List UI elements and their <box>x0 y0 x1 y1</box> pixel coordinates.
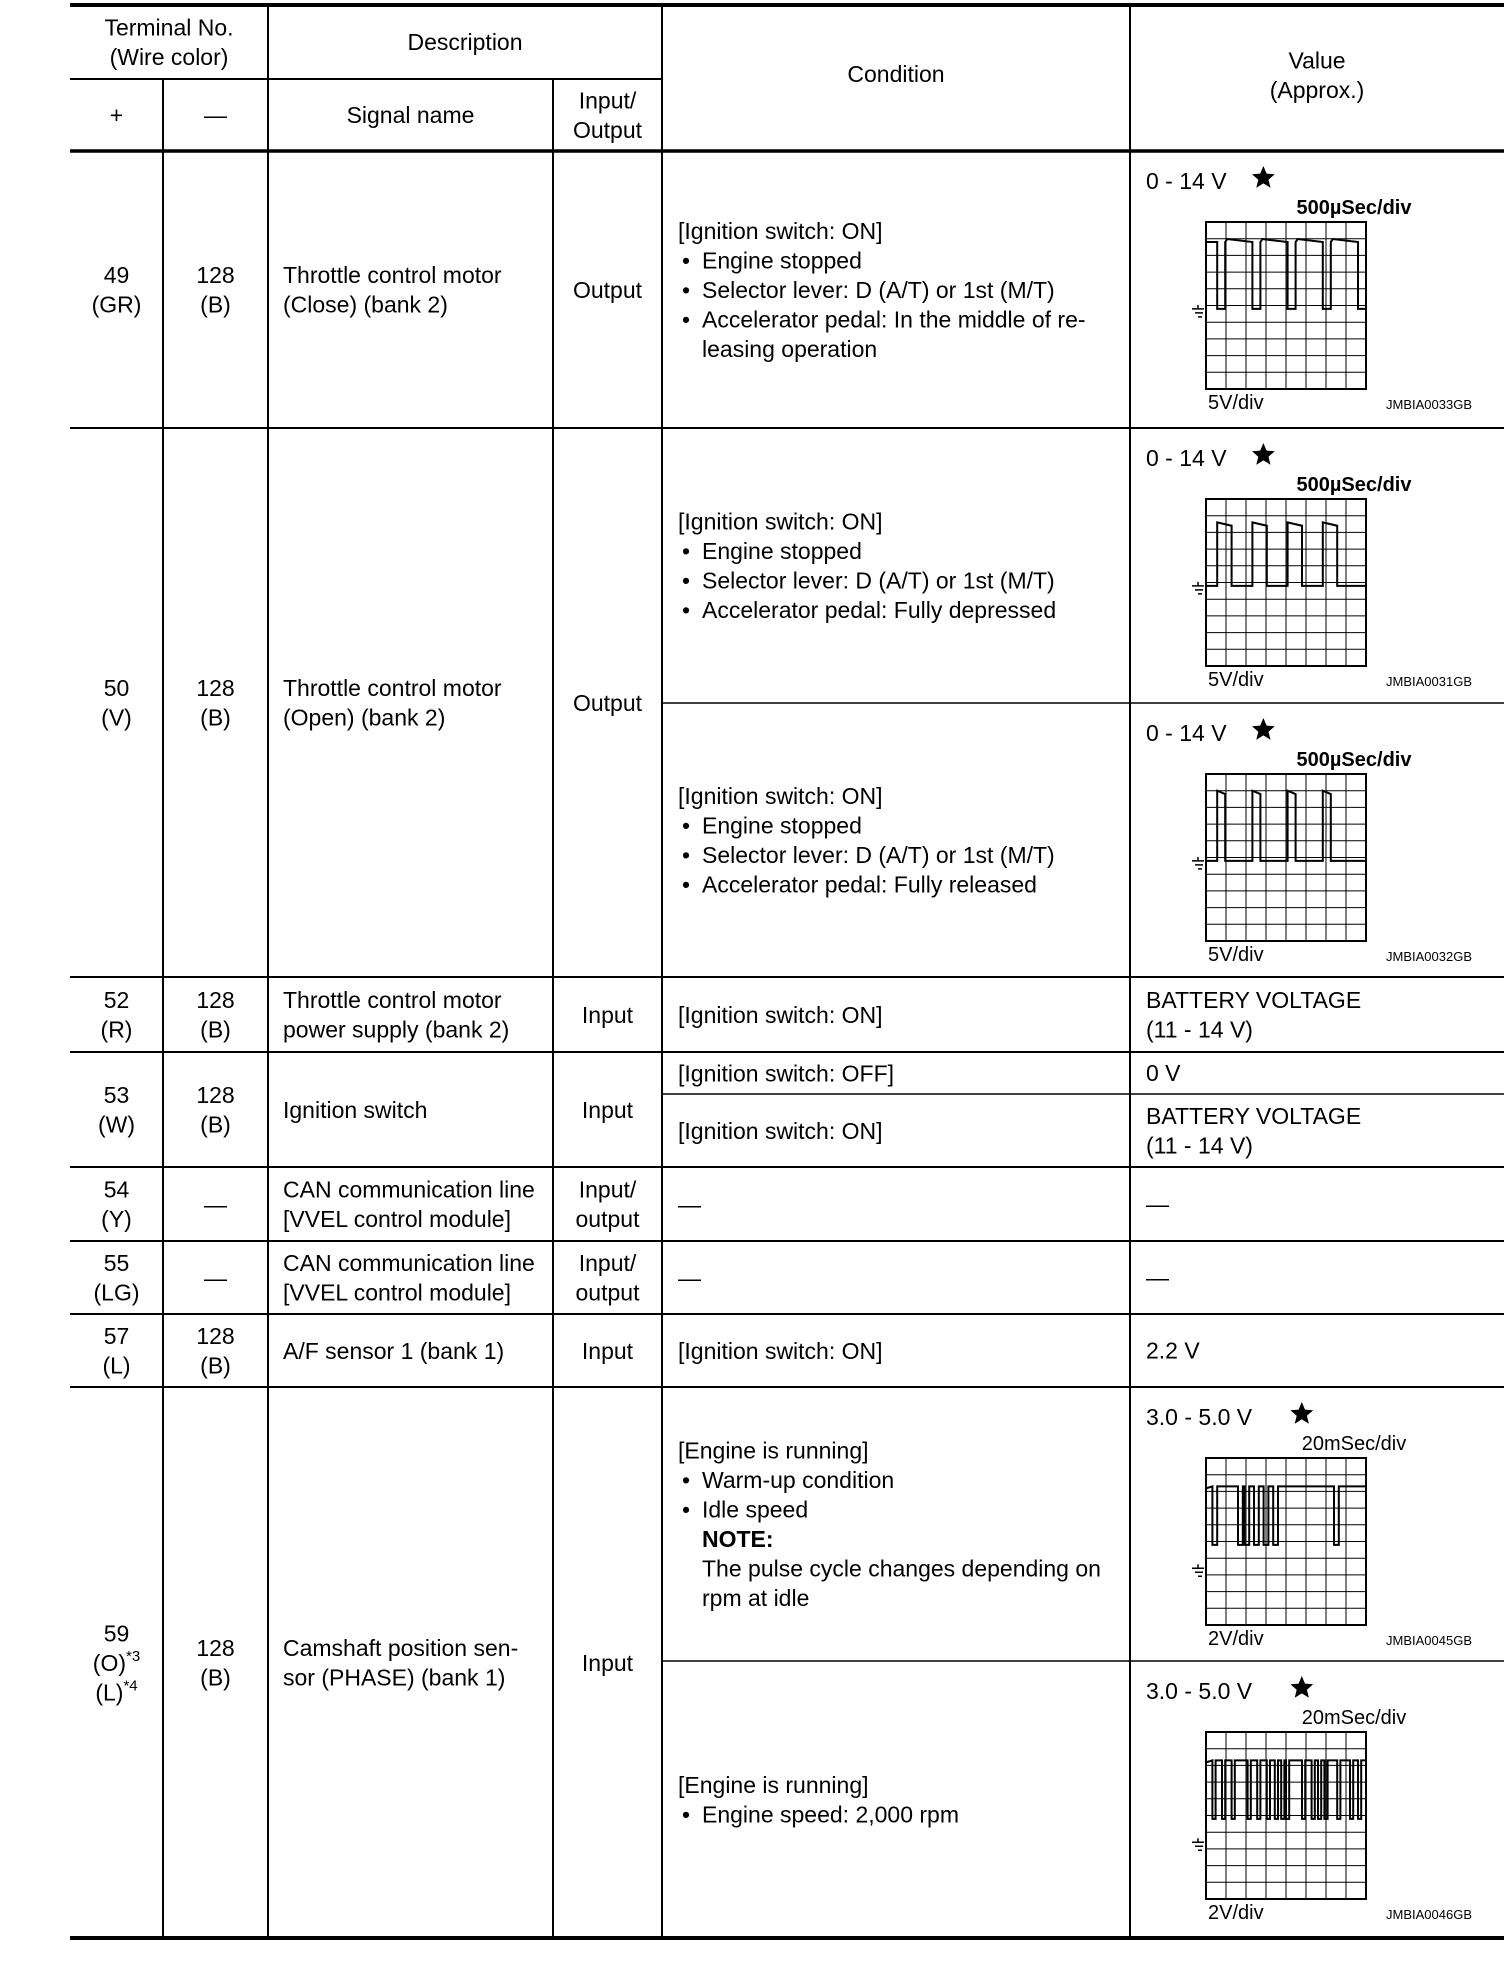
ground-icon <box>1192 1838 1204 1850</box>
condition-text: Accelerator pedal: Fully released <box>702 871 1037 898</box>
figure-code: JMBIA0033GB <box>1386 397 1472 412</box>
description-header: Description <box>407 29 523 55</box>
terminal-minus: 128 <box>196 1635 235 1662</box>
bullet-icon: • <box>682 538 691 565</box>
bullet-icon: • <box>682 842 691 869</box>
condition-text: [Ignition switch: ON] <box>678 217 883 244</box>
terminal-plus: $(O)^{*3}$ <box>92 1647 141 1676</box>
signal-name-header: Signal name <box>346 102 475 128</box>
terminal-header: Terminal No. <box>104 14 234 41</box>
condition-text: Idle speed <box>702 1496 809 1523</box>
terminal-plus: 52 <box>103 987 130 1014</box>
bullet-icon: • <box>682 597 691 624</box>
terminal-minus: — <box>204 1191 227 1218</box>
terminal-plus: (W) <box>97 1111 136 1138</box>
condition-text: Accelerator pedal: Fully depressed <box>702 597 1057 624</box>
terminal-plus: (L) <box>102 1352 131 1379</box>
terminal-minus: (B) <box>200 704 231 731</box>
terminal-minus: 128 <box>196 675 235 702</box>
figure-code: JMBIA0046GB <box>1386 1907 1472 1922</box>
ground-icon <box>1192 305 1204 317</box>
terminal-minus: 128 <box>196 262 235 289</box>
signal-name: (Open) (bank 2) <box>283 704 446 731</box>
signal-name: CAN communication line <box>283 1250 535 1277</box>
condition-text: [Ignition switch: ON] <box>678 1117 883 1144</box>
star-icon <box>1290 1676 1313 1698</box>
terminal-minus: (B) <box>200 1352 231 1379</box>
scope-volt-div: 2V/div <box>1208 1902 1264 1924</box>
bullet-icon: • <box>682 247 691 274</box>
terminal-header: (Wire color) <box>109 44 229 71</box>
terminal-plus: 57 <box>103 1323 130 1350</box>
io-type: Input <box>581 1096 634 1123</box>
condition-text: [Ignition switch: OFF] <box>678 1060 895 1087</box>
terminal-plus: (V) <box>101 704 132 731</box>
terminal-plus: (R) <box>100 1016 133 1043</box>
bullet-icon: • <box>682 812 691 839</box>
scope-value: 0 - 14 V <box>1146 720 1227 746</box>
signal-name: [VVEL control module] <box>283 1206 511 1233</box>
ground-icon <box>1192 857 1204 869</box>
signal-name: Throttle control motor <box>283 675 502 702</box>
condition-text: Engine stopped <box>702 812 862 839</box>
scope-value: 3.0 - 5.0 V <box>1146 1404 1253 1430</box>
bullet-icon: • <box>682 871 691 898</box>
star-icon <box>1290 1402 1313 1424</box>
io-type: output <box>575 1206 640 1233</box>
terminal-minus: 128 <box>196 987 235 1014</box>
value-text: (11 - 14 V) <box>1146 1132 1253 1159</box>
star-icon <box>1252 443 1275 465</box>
signal-name: Ignition switch <box>283 1096 428 1123</box>
scope-volt-div: 2V/div <box>1208 1628 1264 1650</box>
scope-volt-div: 5V/div <box>1208 944 1264 966</box>
value-text: 0 V <box>1146 1060 1181 1086</box>
scope-value: 3.0 - 5.0 V <box>1146 1678 1253 1704</box>
terminal-minus: (B) <box>200 1111 231 1138</box>
terminal-minus: — <box>204 1264 227 1291</box>
condition-text: [Engine is running] <box>678 1437 869 1464</box>
io-type: Input <box>581 1001 634 1028</box>
scope-time-div: 20mSec/div <box>1301 1707 1407 1729</box>
figure-code: JMBIA0045GB <box>1386 1633 1472 1648</box>
scope-time-div: 500µSec/div <box>1296 749 1412 771</box>
signal-name: (Close) (bank 2) <box>283 291 448 318</box>
io-type: output <box>575 1279 640 1306</box>
value-header: (Approx.) <box>1269 77 1365 104</box>
star-icon <box>1252 718 1275 740</box>
signal-name: power supply (bank 2) <box>283 1016 510 1043</box>
bullet-icon: • <box>682 1801 691 1828</box>
condition-text: Engine speed: 2,000 rpm <box>702 1801 960 1828</box>
io-type: Input <box>581 1649 634 1676</box>
condition-text: Engine stopped <box>702 538 862 565</box>
condition-text: — <box>678 1191 701 1218</box>
value-text: BATTERY VOLTAGE <box>1146 987 1362 1014</box>
value-text: 2.2 V <box>1146 1337 1200 1364</box>
scope-value: 0 - 14 V <box>1146 445 1227 471</box>
condition-text: [Ignition switch: ON] <box>678 1001 883 1028</box>
star-icon <box>1252 166 1275 188</box>
scope-time-div: 500µSec/div <box>1296 197 1412 219</box>
io-header: Input/ <box>578 87 637 114</box>
terminal-minus: (B) <box>200 1016 231 1043</box>
terminal-plus: 49 <box>103 262 130 289</box>
condition-text: leasing operation <box>702 335 878 362</box>
signal-name: Camshaft position sen- <box>283 1635 519 1662</box>
bullet-icon: • <box>682 306 691 333</box>
bullet-icon: • <box>682 1467 691 1494</box>
terminal-minus: 128 <box>196 1323 235 1350</box>
scope-waveform <box>1206 1760 1366 1818</box>
scope-time-div: 500µSec/div <box>1296 474 1412 496</box>
ground-icon <box>1192 582 1204 594</box>
io-type: Output <box>572 276 643 303</box>
value-text: — <box>1146 1264 1169 1291</box>
condition-text: rpm at idle <box>702 1585 810 1612</box>
condition-text: [Ignition switch: ON] <box>678 1337 883 1364</box>
terminal-plus: 59 <box>103 1620 130 1647</box>
terminal-plus: (Y) <box>101 1206 132 1233</box>
condition-text: Selector lever: D (A/T) or 1st (M/T) <box>702 567 1055 594</box>
terminal-plus: 53 <box>103 1082 130 1109</box>
figure-code: JMBIA0031GB <box>1386 674 1472 689</box>
condition-text: — <box>678 1264 701 1291</box>
terminal-plus: 54 <box>103 1176 130 1203</box>
condition-text: [Ignition switch: ON] <box>678 783 883 810</box>
io-type: Output <box>572 689 643 716</box>
minus-header: — <box>204 102 227 128</box>
scope-volt-div: 5V/div <box>1208 392 1264 414</box>
io-header: Output <box>572 117 643 144</box>
condition-text: [Ignition switch: ON] <box>678 508 883 535</box>
condition-header: Condition <box>847 61 945 87</box>
io-type: Input/ <box>578 1250 637 1277</box>
terminal-minus: (B) <box>200 291 231 318</box>
bullet-icon: • <box>682 567 691 594</box>
ground-icon <box>1192 1564 1204 1576</box>
value-text: BATTERY VOLTAGE <box>1146 1103 1362 1130</box>
bullet-icon: • <box>682 1496 691 1523</box>
terminal-plus: (GR) <box>91 291 142 318</box>
scope-time-div: 20mSec/div <box>1301 1433 1407 1455</box>
condition-text: The pulse cycle changes depending on <box>702 1555 1101 1582</box>
signal-name: Throttle control motor <box>283 987 502 1014</box>
value-text: — <box>1146 1191 1169 1217</box>
value-text: (11 - 14 V) <box>1146 1016 1253 1043</box>
signal-name: [VVEL control module] <box>283 1279 511 1306</box>
terminal-plus: $(L)^{*4}$ <box>95 1677 138 1706</box>
signal-name: Throttle control motor <box>283 262 502 289</box>
bullet-icon: • <box>682 276 691 303</box>
condition-text: Selector lever: D (A/T) or 1st (M/T) <box>702 276 1055 303</box>
note-label: NOTE: <box>702 1526 774 1553</box>
scope-volt-div: 5V/div <box>1208 669 1264 691</box>
io-type: Input <box>581 1337 634 1364</box>
signal-name: sor (PHASE) (bank 1) <box>283 1664 506 1691</box>
condition-text: [Engine is running] <box>678 1772 869 1799</box>
scope-value: 0 - 14 V <box>1146 168 1227 194</box>
terminal-plus: 55 <box>103 1250 130 1277</box>
terminal-plus: 50 <box>103 675 130 702</box>
condition-text: Warm-up condition <box>702 1467 895 1494</box>
condition-text: Engine stopped <box>702 247 862 274</box>
terminal-plus: (LG) <box>93 1279 140 1306</box>
signal-name: CAN communication line <box>283 1176 535 1203</box>
condition-text: Selector lever: D (A/T) or 1st (M/T) <box>702 842 1055 869</box>
signal-name: A/F sensor 1 (bank 1) <box>283 1337 505 1364</box>
terminal-minus: (B) <box>200 1664 231 1691</box>
value-header: Value <box>1288 47 1346 74</box>
plus-header: + <box>109 102 124 128</box>
terminal-minus: 128 <box>196 1082 235 1109</box>
figure-code: JMBIA0032GB <box>1386 949 1472 964</box>
condition-text: Accelerator pedal: In the middle of re- <box>702 306 1086 333</box>
io-type: Input/ <box>578 1176 637 1203</box>
